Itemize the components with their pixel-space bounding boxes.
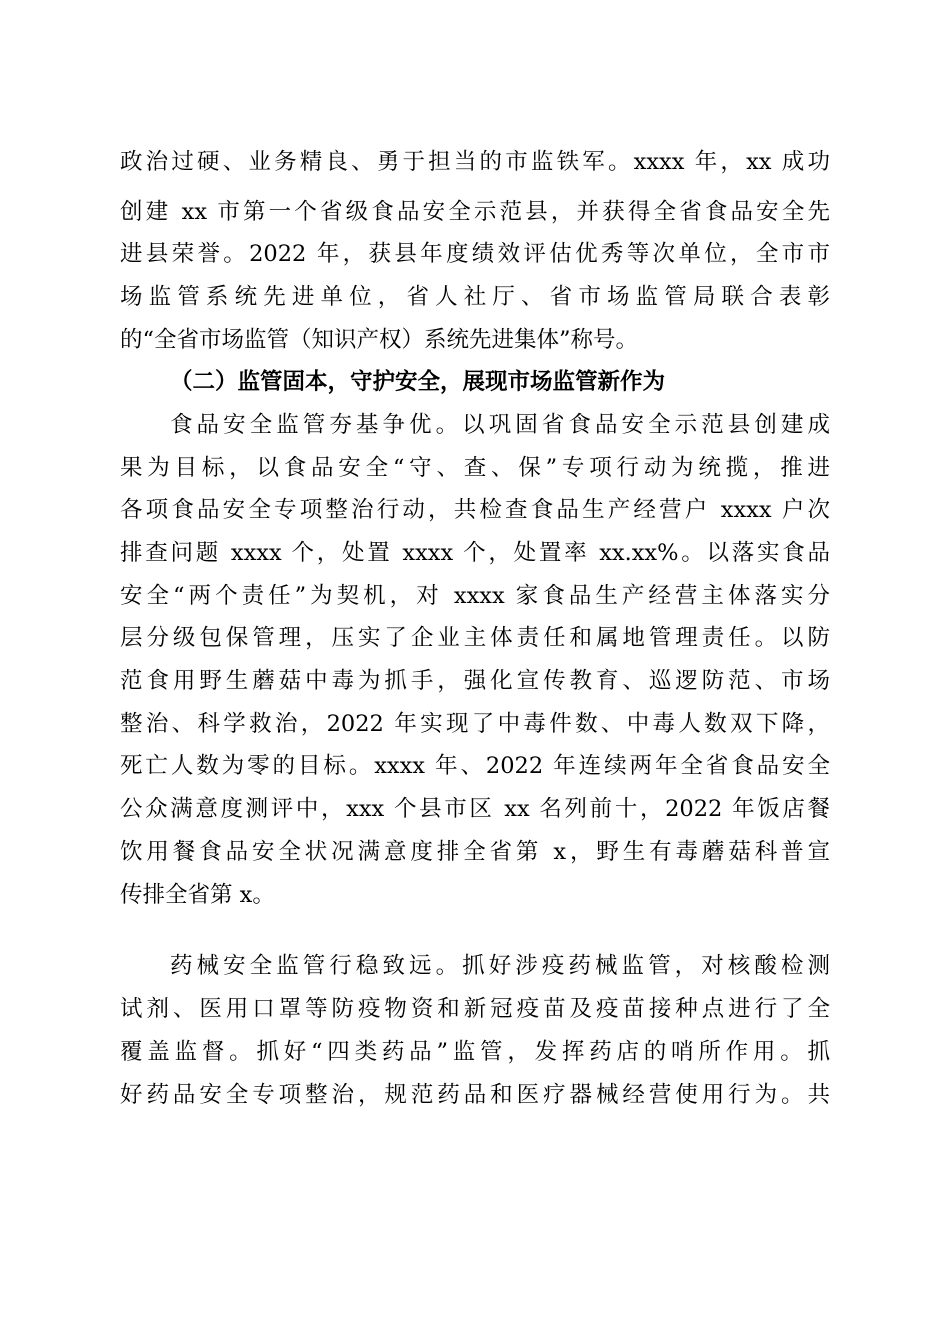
paragraph-2-line-5: 安全“两个责任”为契机，对 xxxx 家食品生产经营主体落实分	[120, 583, 830, 609]
paragraph-3-line-2: 试剂、医用口罩等防疫物资和新冠疫苗及疫苗接种点进行了全	[120, 996, 830, 1022]
paragraph-1-line-1: 政治过硬、业务精良、勇于担当的市监铁军。xxxx 年，xx 成功	[120, 149, 830, 175]
paragraph-2-line-10: 公众满意度测评中，xxx 个县市区 xx 名列前十，2022 年饭店餐	[120, 796, 830, 822]
section-heading: （二）监管固本，守护安全，展现市场监管新作为	[170, 369, 666, 395]
paragraph-3-line-1: 药械安全监管行稳致远。抓好涉疫药械监管，对核酸检测	[170, 953, 830, 979]
paragraph-1-line-4: 场监管系统先进单位，省人社厅、省市场监管局联合表彰	[120, 284, 830, 310]
paragraph-2-line-8: 整治、科学救治，2022 年实现了中毒件数、中毒人数双下降，	[120, 711, 830, 737]
paragraph-2-line-3: 各项食品安全专项整治行动，共检查食品生产经营户 xxxx 户次	[120, 497, 830, 523]
paragraph-2-line-11: 饮用餐食品安全状况满意度排全省第 x，野生有毒蘑菇科普宣	[120, 839, 830, 865]
paragraph-2-line-2: 果为目标，以食品安全“守、查、保”专项行动为统揽，推进	[120, 455, 830, 481]
paragraph-3-line-3: 覆盖监督。抓好“四类药品”监管，发挥药店的哨所作用。抓	[120, 1039, 830, 1065]
paragraph-1-line-2: 创建 xx 市第一个省级食品安全示范县，并获得全省食品安全先	[120, 199, 830, 225]
paragraph-2-line-1: 食品安全监管夯基争优。以巩固省食品安全示范县创建成	[170, 412, 830, 438]
paragraph-2-line-6: 层分级包保管理，压实了企业主体责任和属地管理责任。以防	[120, 625, 830, 651]
paragraph-2-line-4: 排查问题 xxxx 个，处置 xxxx 个，处置率 xx.xx%。以落实食品	[120, 540, 830, 566]
paragraph-3-line-4: 好药品安全专项整治，规范药品和医疗器械经营使用行为。共	[120, 1082, 830, 1108]
paragraph-2-line-12: 传排全省第 x。	[120, 882, 275, 908]
paragraph-2-line-7: 范食用野生蘑菇中毒为抓手，强化宣传教育、巡逻防范、市场	[120, 668, 830, 694]
paragraph-1-line-3: 进县荣誉。2022 年，获县年度绩效评估优秀等次单位，全市市	[120, 241, 830, 267]
paragraph-1-line-5: 的“全省市场监管（知识产权）系统先进集体”称号。	[120, 327, 639, 353]
paragraph-2-line-9: 死亡人数为零的目标。xxxx 年、2022 年连续两年全省食品安全	[120, 753, 830, 779]
